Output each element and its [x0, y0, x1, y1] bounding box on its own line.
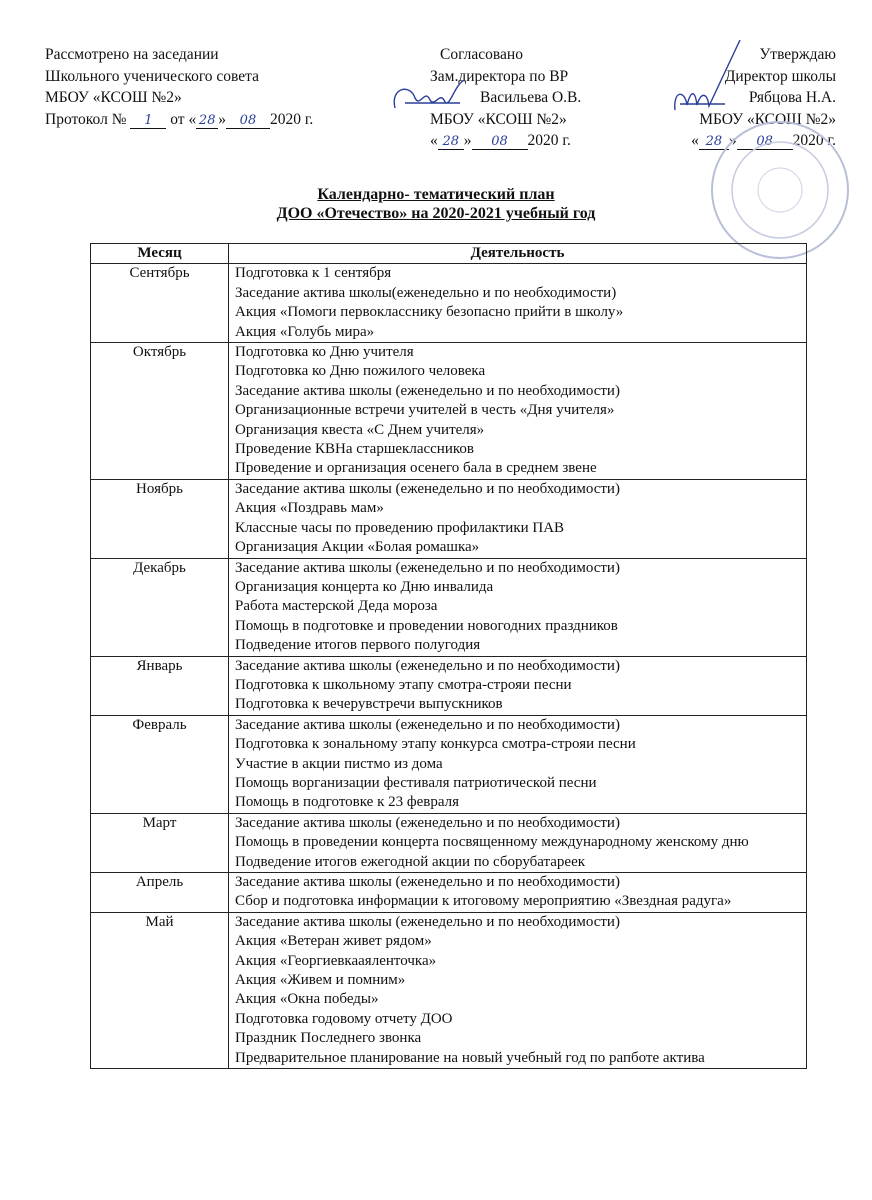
activity-item: Акция «Помоги первокласснику безопасно прийти в школу» — [235, 304, 624, 321]
activity-item: Заседание актива школы (еженедельно и по необходимости) — [235, 382, 620, 399]
activity-item: Акция «Ветеран живет рядом» — [235, 933, 432, 950]
activity-item: Организационные встречи учителей в честь «Дня учителя» — [235, 402, 615, 419]
activity-item: Подведение итогов ежегодной акции по сборубатареек — [235, 853, 586, 870]
activity-item: Помощь в подготовке и проведении новогодних праздников — [235, 617, 618, 634]
deputy-line: Зам.директора по ВР — [430, 67, 569, 85]
activity-item: Заседание актива школы (еженедельно и по необходимости) — [235, 814, 620, 831]
council-line: Школьного ученического совета — [45, 67, 259, 85]
month-cell: Март — [91, 813, 229, 872]
activity-item: Помощь в подготовке к 23 февраля — [235, 794, 460, 811]
approved-day: 28 — [699, 135, 729, 150]
activity-item: Заседание актива школы (еженедельно и по необходимости) — [235, 657, 620, 674]
activity-item: Акция «Георгиевкааяленточка» — [235, 952, 437, 969]
table-row — [91, 479, 807, 558]
protocol-year: 2020 г. — [269, 110, 314, 128]
school-line: МБОУ «КСОШ №2» — [45, 89, 182, 106]
activity-item: Подготовка ко Дню пожилого человека — [235, 363, 486, 380]
agreed-year: 2020 г. — [527, 132, 571, 149]
activity-cell — [229, 813, 807, 872]
activity-item: Заседание актива школы (еженедельно и по необходимости) — [235, 480, 620, 497]
column-header-activity: Деятельность — [229, 244, 807, 264]
deputy-signature-icon — [385, 78, 475, 118]
deputy-org: МБОУ «КСОШ №2» — [430, 110, 567, 128]
director-line: Директор школы — [724, 67, 836, 85]
from-label: от « — [170, 110, 197, 128]
activity-item: Акция «Окна победы» — [235, 991, 379, 1008]
activity-item: Заседание актива школы(еженедельно и по необходимости) — [235, 284, 617, 301]
activity-cell — [229, 558, 807, 656]
month-cell: Январь — [91, 656, 229, 715]
month-cell: Декабрь — [91, 558, 229, 656]
activity-item: Проведение и организация осенего бала в среднем звене — [235, 460, 597, 477]
approve-line: Утверждаю — [759, 46, 836, 63]
protocol-label: Протокол № — [45, 110, 127, 128]
plan-table — [90, 243, 807, 1069]
quote-close: » — [728, 132, 737, 149]
protocol-line — [45, 109, 313, 131]
activity-item: Акция «Поздравь мам» — [235, 500, 384, 517]
column-header-month: Месяц — [91, 244, 229, 264]
table-row — [91, 656, 807, 715]
activity-item: Помощь в проведении концерта посвященному международному женскому дню — [235, 834, 749, 851]
director-org: МБОУ «КСОШ №2» — [699, 110, 836, 128]
quote-open: « — [430, 132, 438, 149]
month-cell: Апрель — [91, 873, 229, 913]
activity-item: Сбор и подготовка информации к итоговому мероприятию «Звездная радуга» — [235, 893, 732, 910]
agreed-month: 08 — [472, 135, 528, 150]
quote-close: » — [463, 132, 472, 149]
activity-cell — [229, 343, 807, 480]
activity-item: Организация концерта ко Дню инвалида — [235, 578, 494, 595]
activity-item: Организация Акции «Болая ромашка» — [235, 539, 480, 556]
activity-item: Заседание актива школы (еженедельно и по необходимости) — [235, 559, 620, 576]
protocol-day: 28 — [196, 114, 218, 129]
activity-cell — [229, 912, 807, 1068]
director-name: Рябцова Н.А. — [748, 89, 836, 106]
month-cell: Ноябрь — [91, 479, 229, 558]
director-signature-icon — [665, 40, 745, 120]
activity-item: Предварительное планирование на новый учебный год по рапботе актива — [235, 1049, 705, 1066]
document-title — [0, 185, 872, 223]
activity-item: Акция «Живем и помним» — [235, 972, 406, 989]
activity-item: Подготовка годовому отчету ДОО — [235, 1010, 453, 1027]
table-row — [91, 873, 807, 913]
protocol-month: 08 — [226, 114, 270, 129]
table-row — [91, 343, 807, 480]
activity-item: Подготовка к вечерувстречи выпускников — [235, 696, 503, 713]
month-cell: Октябрь — [91, 343, 229, 480]
month-cell: Май — [91, 912, 229, 1068]
activity-item: Подготовка к зональному этапу конкурса смотра-строяи песни — [235, 736, 636, 753]
approved-year: 2020 г. — [792, 132, 836, 149]
table-row — [91, 813, 807, 872]
agreed-line: Согласовано — [440, 46, 523, 63]
deputy-name: Васильева О.В. — [480, 89, 582, 106]
activity-cell — [229, 479, 807, 558]
table-row — [91, 558, 807, 656]
quote-close: » — [218, 110, 226, 128]
month-cell: Февраль — [91, 715, 229, 813]
activity-item: Заседание актива школы (еженедельно и по необходимости) — [235, 716, 620, 733]
quote-open: « — [691, 132, 699, 149]
table-header-row — [91, 244, 807, 264]
month-cell: Сентябрь — [91, 264, 229, 343]
approved-month: 08 — [737, 135, 793, 150]
protocol-number: 1 — [130, 114, 166, 129]
reviewed-line: Рассмотрено на заседании — [45, 46, 219, 63]
table-row — [91, 715, 807, 813]
activity-item: Акция «Голубь мира» — [235, 323, 375, 340]
activity-item: Подготовка ко Дню учителя — [235, 344, 414, 361]
activity-cell — [229, 656, 807, 715]
activity-item: Участие в акции пистмо из дома — [235, 755, 443, 772]
title-line-1: Календарно- тематический план — [317, 186, 555, 203]
activity-item: Проведение КВНа старшеклассников — [235, 441, 474, 458]
activity-item: Праздник Последнего звонка — [235, 1030, 422, 1047]
agreed-day: 28 — [438, 135, 464, 150]
activity-item: Подведение итогов первого полугодия — [235, 637, 481, 654]
activity-cell — [229, 873, 807, 913]
title-line-2: ДОО «Отечество» на 2020-2021 учебный год — [276, 205, 596, 222]
activity-cell — [229, 715, 807, 813]
activity-item: Организация квеста «С Днем учителя» — [235, 421, 485, 438]
activity-item: Подготовка к 1 сентября — [235, 265, 392, 282]
table-row — [91, 912, 807, 1068]
table-row — [91, 264, 807, 343]
activity-item: Подготовка к школьному этапу смотра-строяи песни — [235, 676, 572, 693]
activity-cell — [229, 264, 807, 343]
activity-item: Заседание актива школы (еженедельно и по необходимости) — [235, 874, 620, 890]
activity-item: Помощь ворганизации фестиваля патриотической песни — [235, 774, 597, 791]
activity-item: Классные часы по проведению профилактики ПАВ — [235, 519, 565, 536]
activity-item: Заседание актива школы (еженедельно и по необходимости) — [235, 913, 620, 930]
reviewed-block — [45, 44, 313, 130]
activity-item: Работа мастерской Деда мороза — [235, 598, 438, 615]
agreed-date — [420, 130, 581, 152]
